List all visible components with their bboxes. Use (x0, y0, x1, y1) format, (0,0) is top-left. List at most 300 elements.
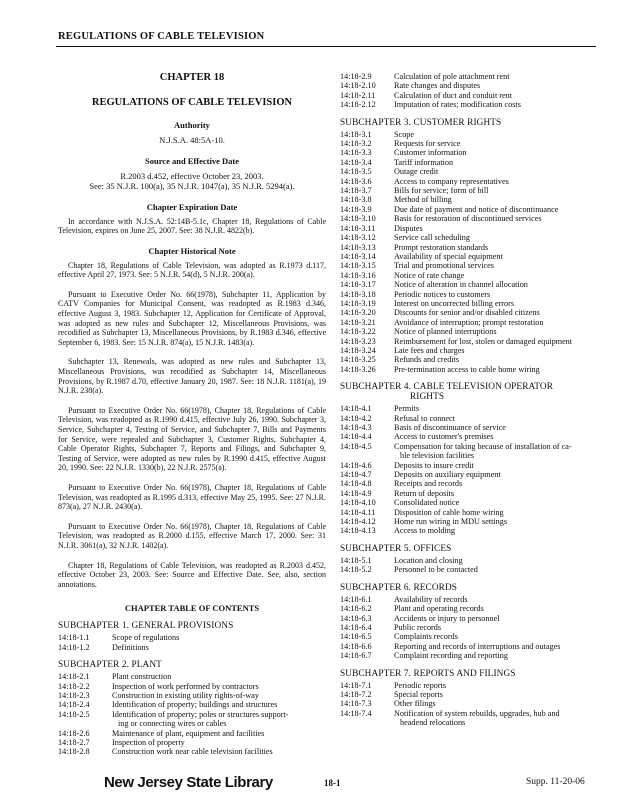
section-number: 14:18-2.3 (58, 690, 90, 700)
section-number: 14:18-3.3 (340, 148, 372, 158)
section-title-text: Due date of payment and notice of discontinuance (394, 204, 559, 214)
section-number: 14:18-2.6 (58, 728, 90, 738)
page-footer (0, 774, 619, 794)
toc-entry (340, 177, 596, 186)
toc-entry (58, 691, 326, 700)
section-number: 14:18-3.2 (340, 139, 372, 149)
section-number: 14:18-4.8 (340, 479, 372, 489)
section-number: 14:18-7.3 (340, 699, 372, 709)
section-number: 14:18-3.24 (340, 345, 376, 355)
section-number: 14:18-3.4 (340, 157, 372, 167)
toc-entry (58, 643, 326, 652)
section-title (394, 337, 596, 346)
section-number: 14:18-3.26 (340, 364, 376, 374)
section-title (394, 442, 596, 461)
section-number: 14:18-3.8 (340, 195, 372, 205)
section-number: 14:18-2.2 (58, 681, 90, 691)
toc-entry (340, 365, 596, 374)
section-title-text: Notice of planned interruptions (394, 327, 497, 337)
source-line: R.2003 d.452, effective October 23, 2003. (120, 170, 264, 181)
section-title-text: Construction work near cable television facilities (112, 747, 273, 757)
section-title-text: Reporting and records of interruptions and outages (394, 641, 561, 651)
toc-entry (340, 290, 596, 299)
section-number: 14:18-2.12 (340, 100, 376, 110)
section-title-text: Consolidated notice (394, 498, 460, 508)
section-number: 14:18-7.1 (340, 680, 372, 690)
section-title (394, 461, 596, 470)
subchapter-heading (340, 544, 596, 554)
section-title-text: Complaints records (394, 632, 458, 642)
section-title-text: Method of billing (394, 195, 452, 205)
section-number: 14:18-6.2 (340, 604, 372, 614)
section-title-text: Inspection of work performed by contractors (112, 681, 259, 691)
section-title (394, 224, 596, 233)
history-notes (58, 261, 326, 590)
section-title-text: Identification of property; buildings and structures (112, 700, 278, 710)
section-title (394, 690, 596, 699)
section-title-text: Availability of special equipment (394, 251, 503, 261)
section-title (394, 623, 596, 632)
section-number: 14:18-3.25 (340, 355, 376, 365)
section-number: 14:18-4.13 (340, 526, 376, 536)
section-title-text: Deposits to insure credit (394, 460, 474, 470)
section-number: 14:18-3.9 (340, 204, 372, 214)
toc-entry (58, 682, 326, 691)
section-title-text: Location and closing (394, 555, 463, 565)
toc-entry (340, 81, 596, 90)
section-number: 14:18-6.6 (340, 641, 372, 651)
section-number: 14:18-4.4 (340, 432, 372, 442)
section-title-text: Basis of discontinuance of service (394, 423, 506, 432)
history-heading: Chapter Historical Note (148, 245, 236, 256)
section-title (394, 489, 596, 498)
toc-entry (340, 642, 596, 651)
section-title-text: Requests for service (394, 139, 461, 149)
section-title-text: Notice of alteration in channel allocation (394, 280, 528, 290)
section-number: 14:18-4.5 (340, 441, 372, 451)
section-title (112, 672, 326, 681)
toc-entry (340, 327, 596, 336)
section-number: 14:18-3.17 (340, 280, 376, 290)
section-number: 14:18-3.19 (340, 298, 376, 308)
left-toc (58, 621, 326, 756)
section-number: 14:18-3.21 (340, 317, 376, 327)
section-title-text: Plant construction (112, 672, 172, 682)
toc-entry (340, 709, 596, 728)
section-title-text: Identification of property; poles or structures support- (112, 709, 289, 719)
section-title (112, 700, 326, 709)
toc-entry (340, 508, 596, 517)
section-number: 14:18-4.2 (340, 413, 372, 423)
section-title (394, 479, 596, 488)
toc-entry (340, 224, 596, 233)
section-title (394, 327, 596, 336)
section-title-text: Public records (394, 622, 442, 632)
section-title (394, 432, 596, 441)
section-title (394, 271, 596, 280)
section-title (394, 517, 596, 526)
toc-entry (340, 148, 596, 157)
toc-entry (340, 318, 596, 327)
section-title (394, 177, 596, 186)
expiration-text: In accordance with N.J.S.A. 52:14B-5.1c, Chapter 18, Regulations of Cable Television, expires on June 25, 2007. See: 38 N.J.R. 4822(b). (58, 216, 326, 236)
toc-entry (340, 346, 596, 355)
toc-entry (340, 195, 596, 204)
section-number: 14:18-2.11 (340, 90, 376, 100)
section-title-text: Other filings (394, 699, 436, 709)
section-title (394, 565, 596, 574)
toc-entry (58, 700, 326, 709)
section-title (112, 738, 326, 747)
section-title-text: Special reports (394, 689, 443, 699)
toc-entry (340, 479, 596, 488)
subchapter-heading (340, 382, 596, 402)
section-number: 14:18-4.7 (340, 470, 372, 480)
section-title (394, 91, 596, 100)
section-title (394, 148, 596, 157)
section-title-text: Availability of records (394, 594, 468, 604)
section-number: 14:18-3.11 (340, 223, 376, 233)
section-number: 14:18-6.1 (340, 594, 372, 604)
toc-entry (340, 432, 596, 441)
section-title-text: Calculation of duct and conduit rent (394, 90, 513, 100)
toc-entry (340, 261, 596, 270)
section-title-text: Receipts and records (394, 479, 463, 489)
section-title (394, 632, 596, 641)
section-title (394, 139, 596, 148)
section-title (394, 243, 596, 252)
section-number: 14:18-6.5 (340, 632, 372, 642)
toc-entry (340, 186, 596, 195)
section-title (394, 604, 596, 613)
chapter-title: REGULATIONS OF CABLE TELEVISION (91, 97, 293, 108)
section-title (394, 205, 596, 214)
section-title-text: Scope of regulations (112, 633, 180, 643)
section-number: 14:18-3.13 (340, 242, 376, 252)
toc-entry (340, 72, 596, 81)
toc-entry (340, 651, 596, 660)
section-title-text: Imputation of rates; modification costs (394, 100, 521, 110)
toc-entry (340, 556, 596, 565)
section-number: 14:18-3.22 (340, 327, 376, 337)
toc-entry (340, 100, 596, 109)
section-title (394, 404, 596, 413)
section-title (394, 699, 596, 708)
history-paragraph: Pursuant to Executive Order No. 66(1978), Chapter 18, Regulations of Cable Television, was readopted as R.2000 d.155, effective March 17, 2000. See: 31 N.J.R. 3061(a), 32 N.J.R. 1402(a). (58, 521, 326, 550)
section-number: 14:18-4.12 (340, 517, 376, 527)
section-title-text: Construction in existing utility rights-of-way (112, 690, 259, 700)
section-number: 14:18-6.7 (340, 651, 372, 661)
section-title-text: Scope (394, 129, 415, 139)
right-toc (340, 118, 596, 728)
section-title-text: Interest on uncorrected billing errors (394, 298, 515, 308)
section-title (394, 508, 596, 517)
subchapter-heading (58, 660, 326, 670)
section-title-text: Avoidance of interruption; prompt restoration (394, 317, 544, 327)
section-number: 14:18-7.4 (340, 708, 372, 718)
section-number: 14:18-4.11 (340, 507, 376, 517)
subchapter-heading (58, 621, 326, 631)
section-number: 14:18-3.6 (340, 176, 372, 186)
section-title-text: Return of deposits (394, 488, 455, 498)
section-number: 14:18-6.4 (340, 622, 372, 632)
source-line: See: 35 N.J.R. 100(a), 35 N.J.R. 1047(a), 35 N.J.R. 5294(a). (89, 181, 295, 191)
section-number: 14:18-3.23 (340, 336, 376, 346)
toc-entry (340, 337, 596, 346)
section-title (394, 261, 596, 270)
section-title (394, 167, 596, 176)
section-title (394, 72, 596, 81)
page-number: 18-1 (324, 778, 341, 788)
section-title-continued: ing or connecting wires or cables (118, 719, 227, 729)
toc-entry (340, 139, 596, 148)
section-title (394, 423, 596, 432)
section-title-text: Accidents or injury to personnel (394, 613, 500, 623)
subchapter-heading-continued: RIGHTS (410, 392, 445, 403)
toc-entry (340, 280, 596, 289)
section-title-text: Refusal to connect (394, 413, 455, 423)
section-title-text: Late fees and charges (394, 345, 465, 355)
section-title-text: Calculation of pole attachment rent (394, 72, 510, 81)
section-number: 14:18-2.1 (58, 672, 90, 682)
section-title-text: Basis for restoration of discontinued services (394, 214, 542, 224)
section-title (394, 233, 596, 242)
section-title (394, 158, 596, 167)
section-number: 14:18-3.20 (340, 308, 376, 318)
toc-entry (58, 729, 326, 738)
toc-entry (340, 565, 596, 574)
section-number: 14:18-2.8 (58, 747, 90, 757)
section-title (394, 299, 596, 308)
section-number: 14:18-3.12 (340, 233, 376, 243)
toc-entry (340, 414, 596, 423)
toc-entry (340, 91, 596, 100)
section-title (112, 710, 326, 729)
section-number: 14:18-3.15 (340, 261, 376, 271)
section-title-text: Tariff information (394, 157, 454, 167)
section-title-text: Permits (394, 404, 420, 414)
history-paragraph: Chapter 18, Regulations of Cable Television, was readopted as R.2003 d.452, effective October 23, 2003. See: Source and Effective Date. See, also, section annotations. (58, 560, 326, 589)
subchapter-heading (340, 118, 596, 128)
section-number: 14:18-2.10 (340, 81, 376, 91)
section-title-text: Notice of rate change (394, 270, 465, 280)
subchapter-heading-text: SUBCHAPTER 3. CUSTOMER RIGHTS (340, 117, 502, 128)
section-title-text: Disputes (394, 223, 423, 233)
section-title (394, 556, 596, 565)
toc-entry (340, 130, 596, 139)
section-title-text: Periodic notices to customers (394, 289, 491, 299)
section-title-text: Deposits on auxiliary equipment (394, 470, 501, 480)
section-number: 14:18-4.9 (340, 488, 372, 498)
history-paragraph: Pursuant to Executive Order No. 66(1978), Chapter 18, Regulations of Cable Television, was readopted as R.1990 d.415, effective July 26, 1990. Subchapter 3, Service, Subchapter 4, Testing of Service, and Subchapter 7, Bills and Payments for Service, were repealed and Subchapter 3, Customer Rights, Subchapter 4, Cable Operator Rights, Subchapter 7, Reports and Filings, and Subchapter 9, Testing of Service, were adopted as new rules by R.1990 d.415, effective August 20, 1990. See: 22 N.J.R. 1330(b), 22 N.J.R. 2575(a). (58, 405, 326, 473)
section-title (394, 280, 596, 289)
section-title-text: Notification of system rebuilds, upgrades, hub and (394, 708, 560, 718)
section-number: 14:18-2.9 (340, 72, 372, 81)
toc-entry (340, 423, 596, 432)
section-number: 14:18-3.18 (340, 289, 376, 299)
toc-entry (340, 214, 596, 223)
section-number: 14:18-7.2 (340, 689, 372, 699)
section-title (394, 709, 596, 728)
section-title (394, 526, 596, 535)
section-title (394, 186, 596, 195)
toc-entry (58, 672, 326, 681)
section-number: 14:18-5.1 (340, 555, 372, 565)
subchapter-heading-text: SUBCHAPTER 4. CABLE TELEVISION OPERATOR (340, 382, 554, 393)
section-title-text: Discounts for senior and/or disabled citizens (394, 308, 540, 318)
section-title-text: Access to molding (394, 526, 455, 536)
section-number: 14:18-3.10 (340, 214, 376, 224)
section-title-text: Periodic reports (394, 680, 447, 690)
section-title (112, 691, 326, 700)
section-title (394, 365, 596, 374)
section-title (394, 130, 596, 139)
section-title-text: Home run wiring in MDU settings (394, 517, 508, 527)
subchapter-heading (340, 583, 596, 593)
history-paragraph: Subchapter 13, Renewals, was adopted as new rules and Subchapter 13, Miscellaneous Provisions, was recodified as Subchapter 14, Miscellaneous Provisions, by R.1987 d.70, effective January 20, 1987. See: 18 N.J.R. 1181(a), 19 N.J.R. 238(a). (58, 357, 326, 396)
section-number: 14:18-1.1 (58, 633, 90, 643)
section-number: 14:18-4.10 (340, 498, 376, 508)
section-title (394, 346, 596, 355)
toc-entry (340, 252, 596, 261)
toc-entry (340, 699, 596, 708)
toc-entry (340, 489, 596, 498)
toc-entry (340, 470, 596, 479)
section-title (112, 643, 326, 652)
section-number: 14:18-2.4 (58, 700, 90, 710)
toc-entry (340, 681, 596, 690)
section-number: 14:18-2.5 (58, 709, 90, 719)
section-title (394, 651, 596, 660)
section-title (394, 100, 596, 109)
section-title-text: Definitions (112, 642, 149, 652)
header-rule (56, 46, 596, 47)
section-title-text: Disposition of cable home wiring (394, 507, 504, 517)
section-title-text: Prompt restoration standards (394, 242, 489, 252)
section-title-text: Outage credit (394, 167, 439, 177)
section-title (394, 290, 596, 299)
source-heading: Source and Effective Date (144, 155, 240, 166)
section-title-text: Compensation for taking because of installation of ca- (394, 441, 572, 451)
library-name: New Jersey State Library (104, 774, 273, 791)
section-number: 14:18-3.1 (340, 129, 372, 139)
section-number: 14:18-3.14 (340, 251, 376, 261)
history-paragraph: Pursuant to Executive Order No. 66(1978), Subchapter 11, Application by CATV Companies for Municipal Consent, was readopted as R.1983 d.346, effective August 3, 1983. Subchapter 12, Application for Certificate of Approval, was adopted as new rules and Subchapter 12, Miscellaneous Provisions, was recodified as Subchapter 13, Miscellaneous Provisions, by R.1983 d.346, effective September 6, 1983. See: 15 N.J.R. 874(a), 15 N.J.R. 1483(a). (58, 289, 326, 347)
toc-entry (340, 604, 596, 613)
section-title-text: Access to customer's premises (394, 432, 494, 442)
history-paragraph: Pursuant to Executive Order No. 66(1978), Chapter 18, Regulations of Cable Television, was readopted as R.1995 d.313, effective May 25, 1995. See: 27 N.J.R. 873(a), 27 N.J.R. 2430(a). (58, 482, 326, 512)
subchapter-heading-text: SUBCHAPTER 2. PLANT (58, 660, 162, 671)
section-title-text: Reimbursement for lost, stolen or damaged equipment (394, 336, 573, 346)
history-paragraph: Chapter 18, Regulations of Cable Television, was adopted as R.1973 d.117, effective April 27, 1973. See: 5 N.J.R. 54(d), 5 N.J.R. 200(a). (58, 260, 326, 280)
section-title (112, 682, 326, 691)
section-title (394, 214, 596, 223)
section-title-text: Service call scheduling (394, 233, 470, 243)
section-title-text: Plant and operating records (394, 604, 484, 614)
toc-entry (340, 233, 596, 242)
section-title-text: Complaint recording and reporting (394, 651, 508, 661)
subchapter-heading-text: SUBCHAPTER 6. RECORDS (340, 582, 458, 593)
authority-text: N.J.S.A. 48:5A-10. (159, 135, 225, 145)
section-title (394, 595, 596, 604)
section-title (394, 81, 596, 90)
section-number: 14:18-5.2 (340, 565, 372, 575)
section-number: 14:18-3.5 (340, 167, 372, 177)
right-column (340, 72, 596, 728)
section-title-text: Pre-termination access to cable home wiring (394, 364, 540, 374)
section-number: 14:18-3.16 (340, 270, 376, 280)
section-title-text: Bills for service; form of bill (394, 186, 489, 196)
section-number: 14:18-4.1 (340, 404, 372, 414)
section-title-text: Rate changes and disputes (394, 81, 481, 91)
toc-entry (340, 404, 596, 413)
section-number: 14:18-4.6 (340, 460, 372, 470)
left-column (58, 72, 326, 757)
toc-heading: CHAPTER TABLE OF CONTENTS (124, 603, 260, 614)
running-head: REGULATIONS OF CABLE TELEVISION (58, 31, 265, 42)
toc-entry (340, 461, 596, 470)
section-title (394, 318, 596, 327)
toc-entry (58, 738, 326, 747)
section-title (394, 308, 596, 317)
toc-entry (340, 526, 596, 535)
section-number: 14:18-4.3 (340, 423, 372, 432)
section-title-text: Customer information (394, 148, 467, 158)
toc-entry (340, 623, 596, 632)
toc-entry (58, 633, 326, 642)
toc-entry (58, 710, 326, 729)
toc-entry (340, 595, 596, 604)
section-title (394, 470, 596, 479)
section-number: 14:18-1.2 (58, 642, 90, 652)
section-title (394, 681, 596, 690)
section-title (112, 633, 326, 642)
subchapter-heading-text: SUBCHAPTER 7. REPORTS AND FILINGS (340, 668, 516, 679)
toc-entry (340, 690, 596, 699)
subchapter-heading-text: SUBCHAPTER 1. GENERAL PROVISIONS (58, 621, 234, 632)
section-title (394, 642, 596, 651)
toc-entry (340, 308, 596, 317)
expiration-heading: Chapter Expiration Date (146, 201, 238, 212)
toc-entry (340, 167, 596, 176)
section-title (394, 355, 596, 364)
toc-entry (340, 517, 596, 526)
section-title (112, 729, 326, 738)
section-title-text: Access to company representatives (394, 176, 509, 186)
toc-entry (340, 243, 596, 252)
section-number: 14:18-3.7 (340, 186, 372, 196)
toc-entry (340, 271, 596, 280)
toc-entry (340, 158, 596, 167)
section-title-text: Trial and promotional services (394, 261, 494, 271)
section-title (394, 195, 596, 204)
toc-entry (340, 632, 596, 641)
section-title-text: Inspection of property (112, 737, 185, 747)
toc-entry (340, 498, 596, 507)
section-title (394, 252, 596, 261)
section-number: 14:18-2.7 (58, 737, 90, 747)
section-number: 14:18-6.3 (340, 613, 372, 623)
section-title-continued: headend relocations (400, 718, 466, 728)
section-title-text: Refunds and credits (394, 355, 460, 365)
subchapter-heading (340, 669, 596, 679)
section-title (394, 498, 596, 507)
section-title-continued: ble television facilities (400, 451, 475, 461)
supplement-date: Supp. 11-20-06 (526, 777, 585, 787)
source-block (58, 171, 326, 192)
toc-entry (340, 205, 596, 214)
section-title (112, 747, 326, 756)
